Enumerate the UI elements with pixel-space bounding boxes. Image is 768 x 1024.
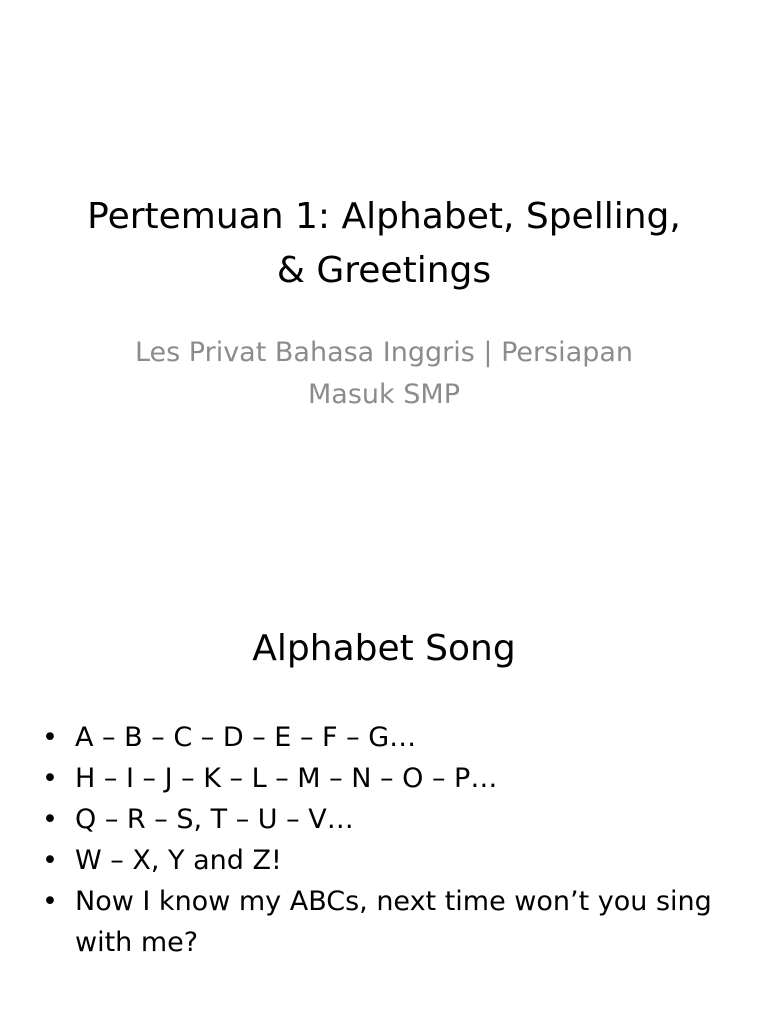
- title-line-1: Pertemuan 1: Alphabet, Spelling,: [87, 196, 681, 237]
- list-item: [40, 758, 730, 799]
- bullet-icon: •: [42, 722, 58, 753]
- bullet-list: [40, 717, 730, 963]
- bullet-text: A – B – C – D – E – F – G…: [75, 722, 417, 753]
- bullet-text: H – I – J – K – L – M – N – O – P…: [75, 763, 498, 794]
- bullet-text: Q – R – S, T – U – V…: [75, 804, 354, 835]
- slide-title: [0, 190, 768, 298]
- slide-subtitle: [0, 332, 768, 416]
- list-item: [40, 881, 730, 963]
- list-item: [40, 799, 730, 840]
- alphabet-song-title: Alphabet Song: [252, 628, 516, 669]
- title-line-2: & Greetings: [276, 250, 492, 291]
- alphabet-song-slide: [0, 576, 768, 1024]
- bullet-text: W – X, Y and Z!: [75, 845, 282, 876]
- bullet-text: Now I know my ABCs, next time won’t you sing with me?: [75, 886, 712, 958]
- list-item: [40, 840, 730, 881]
- bullet-icon: •: [42, 804, 58, 835]
- bullet-icon: •: [42, 886, 58, 917]
- subtitle-line-1: Les Privat Bahasa Inggris | Persiapan: [134, 337, 634, 368]
- list-item: [40, 717, 730, 758]
- bullet-icon: •: [42, 763, 58, 794]
- bullet-icon: •: [42, 845, 58, 876]
- subtitle-line-2: Masuk SMP: [308, 379, 460, 410]
